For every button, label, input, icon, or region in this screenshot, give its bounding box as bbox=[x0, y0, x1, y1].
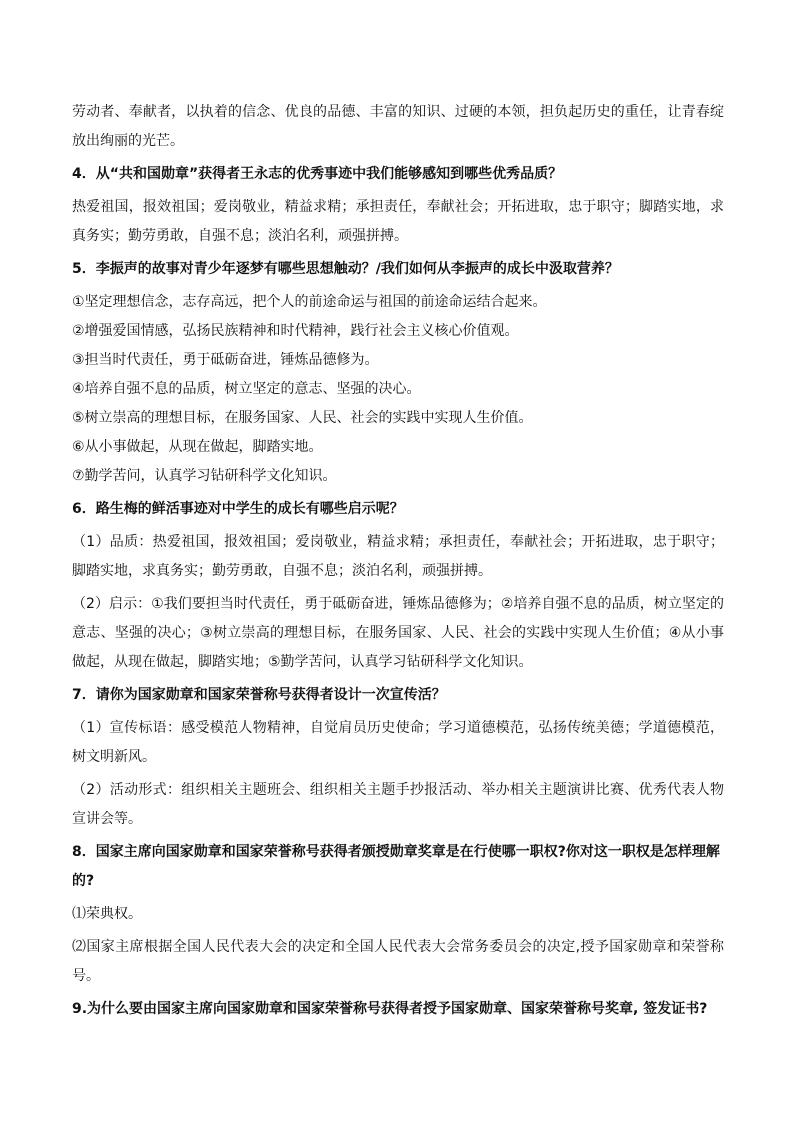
question-7: 7．请你为国家勋章和国家荣誉称号获得者设计一次宣传活？ bbox=[72, 687, 446, 703]
paragraph-intro: 劳动者、奉献者，以执着的信念、优良的品德、丰富的知识、过硬的本领，担负起历史的重任，让青春绽放出绚丽的光芒。 bbox=[72, 104, 724, 149]
answer-5-item-7: ⑦勤学苦问，认真学习钻研科学文化知识。 bbox=[72, 468, 337, 484]
answer-4: 热爱祖国，报效祖国；爱岗敬业，精益求精；承担责任，奉献社会；开拓进取，忠于职守；脚踏实地，求真务实；勤劳勇敢，自强不息；淡泊名利，顽强拼搏。 bbox=[72, 199, 724, 244]
answer-5-item-5: ⑤树立崇高的理想目标，在服务国家、人民、社会的实践中实现人生价值。 bbox=[72, 410, 533, 426]
answer-7-activities: （2）活动形式：组织相关主题班会、组织相关主题手抄报活动、举办相关主题演讲比赛、优秀代表人物宣讲会等。 bbox=[72, 782, 724, 827]
answer-5-item-6: ⑥从小事做起，从现在做起，脚踏实地。 bbox=[72, 439, 323, 455]
answer-5-item-1: ①坚定理想信念，志存高远，把个人的前途命运与祖国的前途命运结合起来。 bbox=[72, 294, 547, 310]
answer-6-inspiration: （2）启示：①我们要担当时代责任，勇于砥砺奋进，锤炼品德修为；②培养自强不息的品质，树立坚定的意志、坚强的决心；③树立崇高的理想目标，在服务国家、人民、社会的实践中实现人生价值；④从小事做起，从现在做起，脚踏实地；⑤勤学苦问，认真学习钻研科学文化知识。 bbox=[72, 596, 724, 670]
answer-6-qualities: （1）品质：热爱祖国，报效祖国；爱岗敬业，精益求精；承担责任，奉献社会；开拓进取，忠于职守；脚踏实地，求真务实；勤劳勇敢，自强不息；淡泊名利，顽强拼搏。 bbox=[72, 534, 724, 579]
answer-5-item-2: ②增强爱国情感，弘扬民族精神和时代精神，践行社会主义核心价值观。 bbox=[72, 323, 519, 339]
question-5: 5．李振声的故事对青少年逐梦有哪些思想触动？/我们如何从李振声的成长中汲取营养？ bbox=[72, 261, 619, 277]
answer-5-item-4: ④培养自强不息的品质，树立坚定的意志、坚强的决心。 bbox=[72, 381, 421, 397]
answer-7-slogans: （1）宣传标语：感受模范人物精神，自觉肩员历史使命；学习道德模范，弘扬传统美德；学道德模范，树文明新风。 bbox=[72, 720, 724, 765]
question-4: 4．从“共和国勋章”获得者王永志的优秀事迹中我们能够感知到哪些优秀品质？ bbox=[72, 166, 563, 182]
question-8: 8．国家主席向国家勋章和国家荣誉称号获得者颁授勋章奖章是在行使哪一职权?你对这一职权是怎样理解的? bbox=[72, 844, 720, 889]
question-9: 9.为什么要由国家主席向国家勋章和国家荣誉称号获得者授予国家勋章、国家荣誉称号奖章, 签发证书? bbox=[72, 1001, 708, 1017]
document-page bbox=[72, 98, 724, 1028]
answer-8-item-1: ⑴荣典权。 bbox=[72, 906, 142, 922]
answer-8-item-2: ⑵国家主席根据全国人民代表大会的决定和全国人民代表大会常务委员会的决定,授予国家勋章和荣誉称号。 bbox=[72, 939, 724, 984]
answer-5-item-3: ③担当时代责任，勇于砥砺奋进，锤炼品德修为。 bbox=[72, 352, 379, 368]
question-6: 6．路生梅的鲜活事迹对中学生的成长有哪些启示呢？ bbox=[72, 501, 404, 517]
